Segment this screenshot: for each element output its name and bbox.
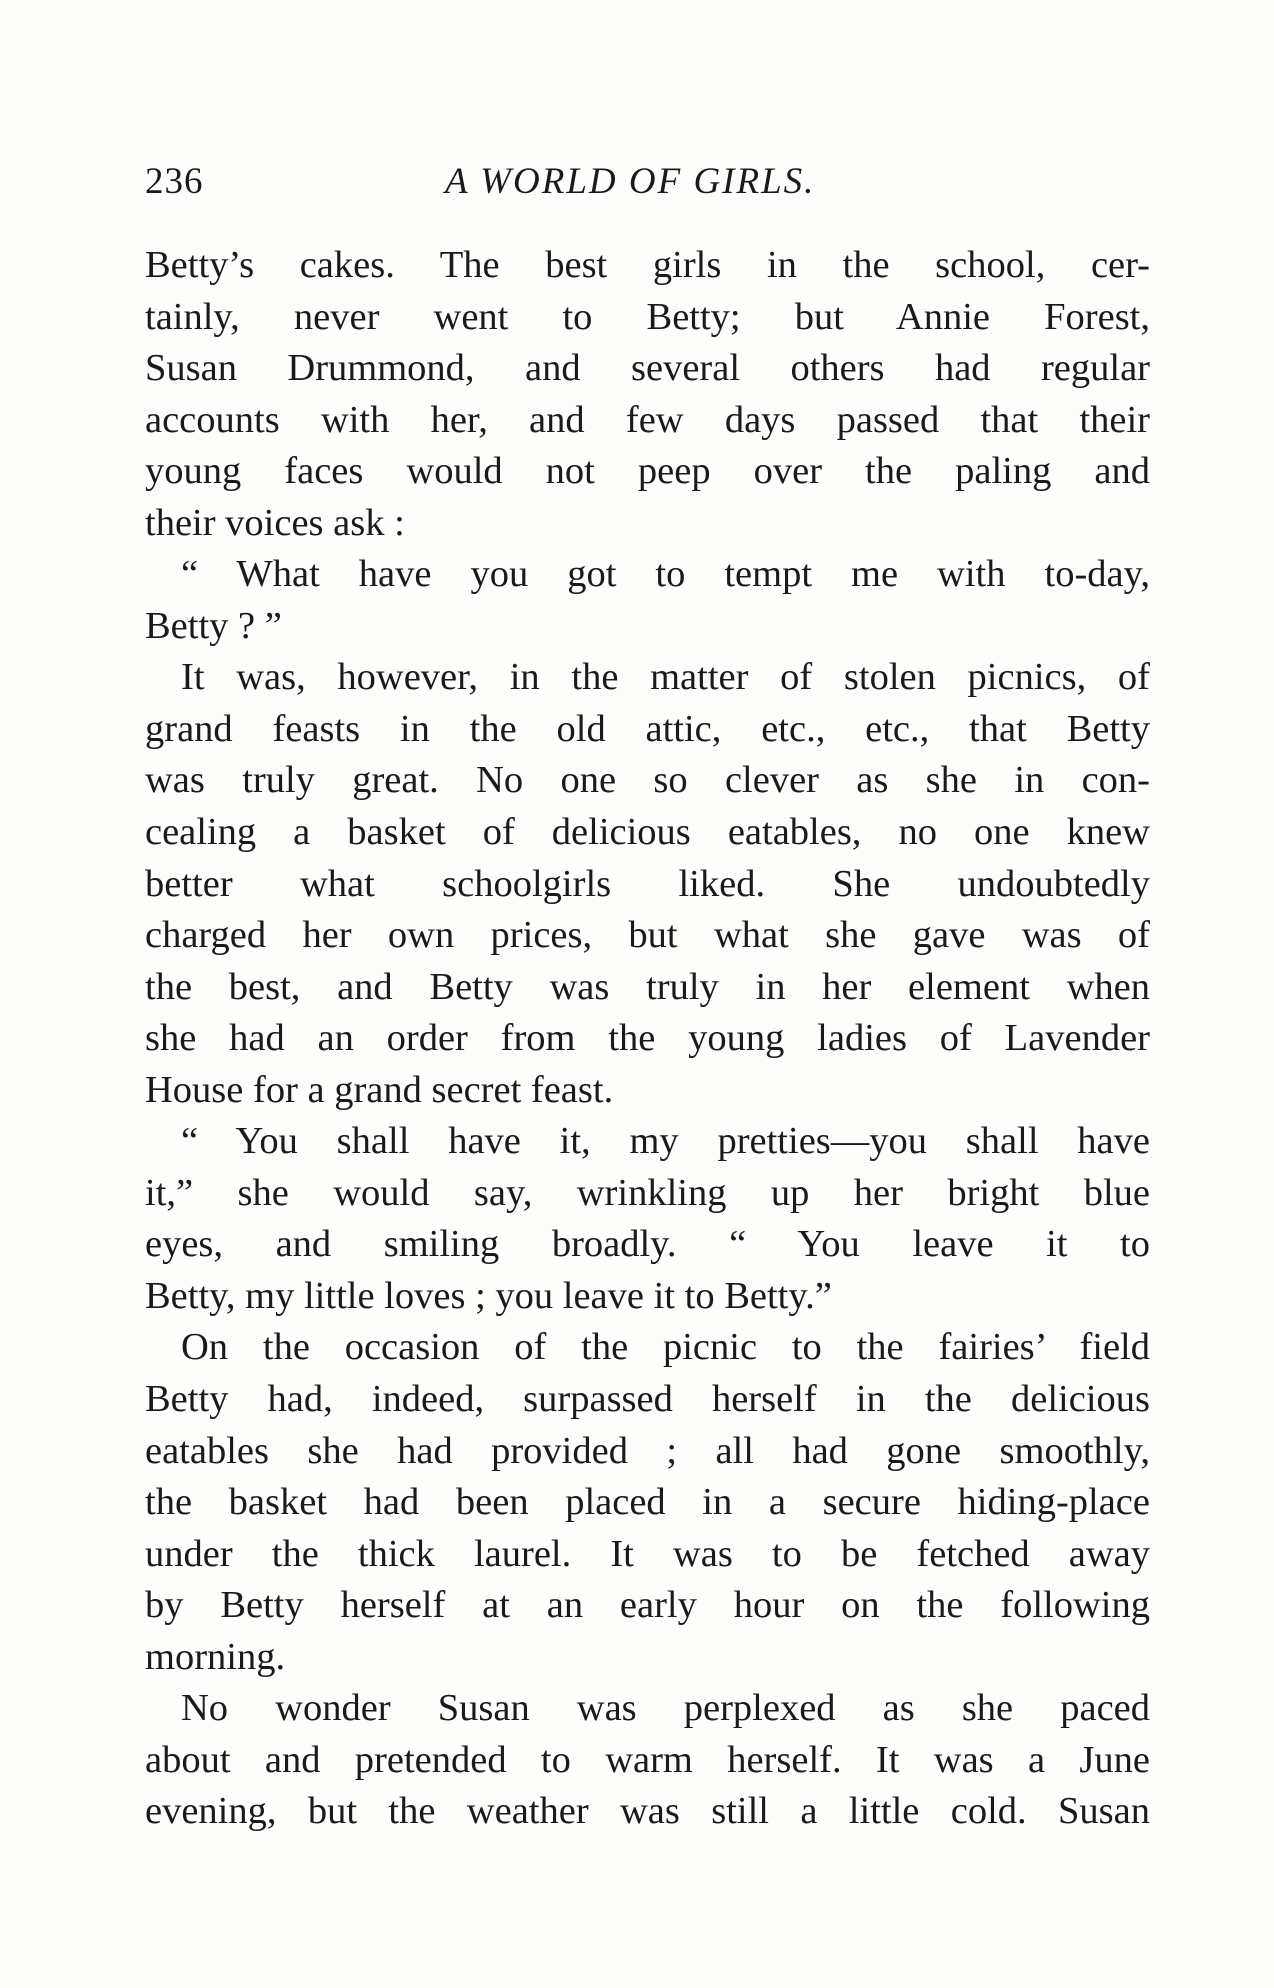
text-line: tainly, never went to Betty; but Annie Forest, (145, 295, 1150, 338)
text-line: Susan Drummond, and several others had regular (145, 347, 1150, 390)
text-line: On the occasion of the picnic to the fairies’ field (181, 1326, 1150, 1369)
body-text (145, 240, 1150, 1838)
text-line: Betty ? ” (145, 604, 282, 647)
text-line: under the thick laurel. It was to be fetched away (145, 1532, 1150, 1575)
text-line: by Betty herself at an early hour on the following (145, 1584, 1150, 1627)
running-title: A WORLD OF GIRLS. (445, 161, 816, 202)
text-line: evening, but the weather was still a little cold. Susan (145, 1790, 1150, 1833)
text-line: better what schoolgirls liked. She undoubtedly (145, 862, 1150, 905)
text-line: accounts with her, and few days passed that their (145, 398, 1150, 441)
page-header (145, 160, 1150, 208)
page-number: 236 (145, 161, 204, 202)
text-line: was truly great. No one so clever as she in con- (145, 759, 1150, 802)
text-line: it,” she would say, wrinkling up her bright blue (145, 1171, 1150, 1214)
text-line: the basket had been placed in a secure hiding-place (145, 1481, 1150, 1524)
text-line: she had an order from the young ladies of Lavender (145, 1017, 1150, 1060)
text-line: Betty’s cakes. The best girls in the school, cer- (145, 244, 1150, 286)
text-line: grand feasts in the old attic, etc., etc., that Betty (145, 707, 1150, 750)
text-line: “ What have you got to tempt me with to-day, (181, 553, 1150, 596)
text-line: “ You shall have it, my pretties—you shall have (181, 1120, 1150, 1163)
text-line: morning. (145, 1635, 286, 1678)
text-line: House for a grand secret feast. (145, 1068, 614, 1111)
text-line: young faces would not peep over the paling and (145, 450, 1150, 493)
text-line: eyes, and smiling broadly. “ You leave it to (145, 1223, 1150, 1266)
text-line: eatables she had provided ; all had gone smoothly, (145, 1429, 1150, 1472)
text-line: their voices ask : (145, 501, 405, 544)
text-line: No wonder Susan was perplexed as she paced (181, 1687, 1150, 1730)
text-line: the best, and Betty was truly in her element when (145, 965, 1150, 1008)
text-line: cealing a basket of delicious eatables, no one knew (145, 811, 1150, 854)
text-line: It was, however, in the matter of stolen picnics, of (181, 656, 1150, 699)
text-line: charged her own prices, but what she gave was of (145, 914, 1150, 957)
text-line: about and pretended to warm herself. It was a June (145, 1738, 1150, 1781)
text-line: Betty, my little loves ; you leave it to Betty.” (145, 1274, 832, 1317)
text-line: Betty had, indeed, surpassed herself in the delicious (145, 1378, 1150, 1421)
